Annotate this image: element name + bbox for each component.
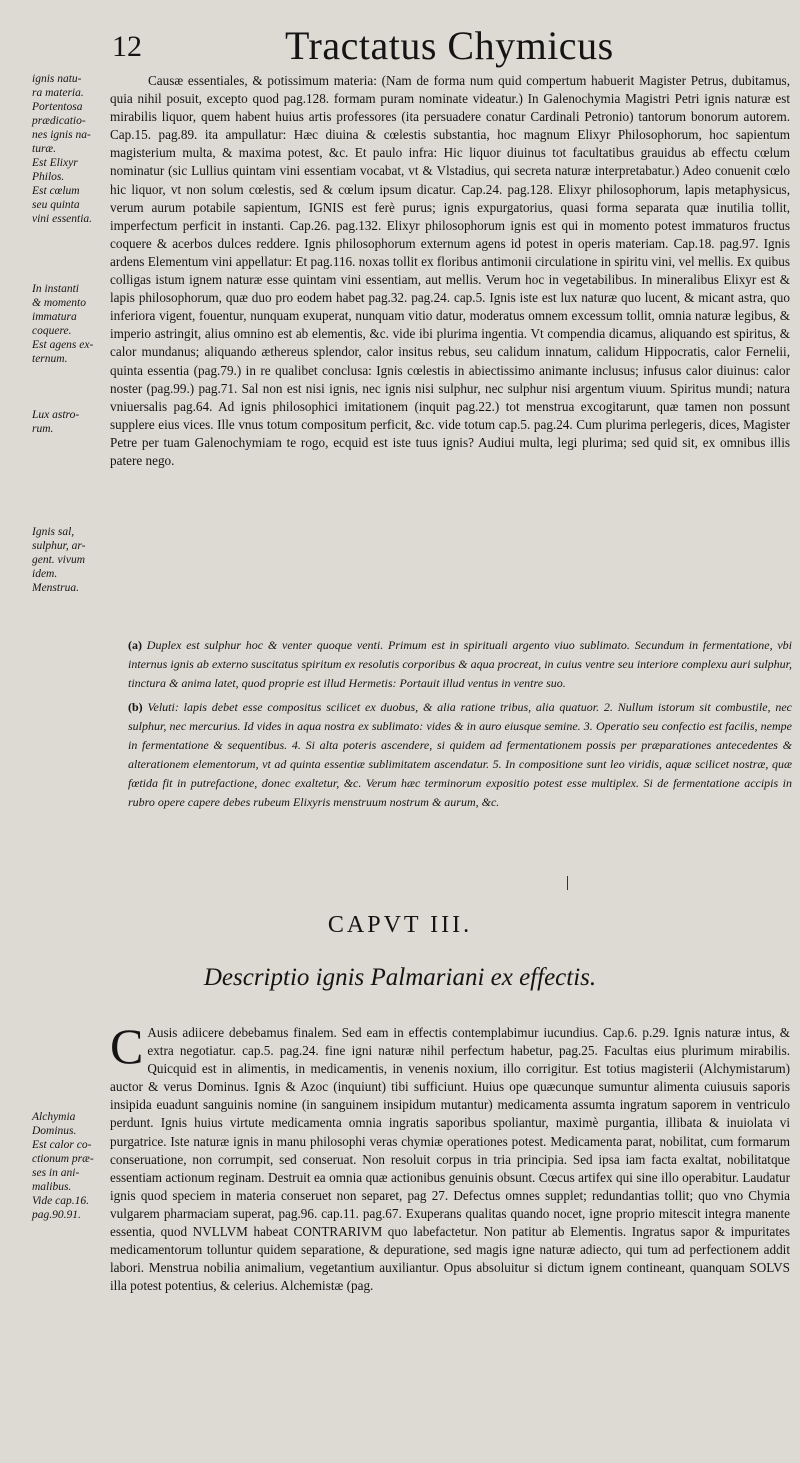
margin-note: seu quinta <box>32 199 80 211</box>
margin-note: ternum. <box>32 353 68 365</box>
margin-note: Est calor co- <box>32 1139 92 1151</box>
margin-note: Vide cap.16. <box>32 1195 89 1207</box>
margin-notes-bottom <box>32 1110 122 1222</box>
paragraph: Causæ essentiales, & potissimum materia: (Nam de forma num quid compertum habuerit Magister Petrus, dubitamus, quia nihil posuit, excepto quod pag.128. formam puram nominate videatur.) In Galenochymia Magistri Petri ignis naturæ est mirabilis liquor, quem habent huius artis professores (ita persuadere conatur Cardinali Petronio) tantorum bonorum autorem. Cap.15. pag.89. ita ampullatur: Hæc diuina & cœlestis substantia, hoc magnum Elixyr Philosophorum, hoc sapientum magisterium multa, & maxima potest, &c. Et paulo infra: Hic liquor diuinus tot facultatibus grauidus ab effectu cœlum nominatur (sic Lullius quintam vini essentiam vocabat, vt & Vlstadius, qui secreta naturæ interpretabatur.) Adeo conuenit cœlo hic liquor, vt non solum cœlestis, sed & cœlum ipsum dicatur. Cap.24. pag.128. Elixyr philosophorum, lapis metaphysicus, verum aurum potabile sapientum, IGNIS est ferè purus; ignis expurgatorius, quasi forma separata quæ inutilia tollit, imperfectum perficit in instanti. Cap.26. pag.132. Elixyr philosophorum ignis est qui in momento potest immaturos fructus coquere & acerbos dulces reddere. Ignis philosophorum externum agens id potest in operis materiam. Cap.18. pag.97. Ignis ardens Elementum vini appellatur: Et pag.116. noxas tollit ex floribus antimonii circulatione in spiritu vini, vel mellis. Ex quibus colligas istum ignem naturæ esse quintam vini essentiam, aut mellis. Verum hoc in vegetabilibus. In mineralibus Elixyr est & lapis philosophorum, quæ duo pro eodem habet pag.32. pag.24. cap.5. Ignis iste est lux naturæ quo lucent, & micant astra, quo inferiora vigent, fouentur, nunquam exuperat, nunquam vitio datur, moderatus omnem excessum tollit, omnia naturæ legibus, & imperio astringit, alius omnino est ab elementis, &c. vide ibi plurima ingentia. Vt compendia dicamus, aliquando est spiritus, & calor mundanus; aliquando æthereus splendor, calor insitus rebus, seu calidum innatum, calidum Hippocratis, calor Fernelii, quinta essentia (pag.79.) in re qualibet conclusa: Ignis cœlestis in abiectissimo animante inclusus; infusus calor diuinus: calor noster (pag.99.) pag.71. Sal non est nisi ignis, nec ignis nisi sulphur, nec sulphur nisi argentum viuum. Spiritus mundi; natura vniuersalis pag.64. Ad ignis philosophici imitationem (inquit pag.22.) tot menstrua excogitarunt, quæ tamen non possunt supplere eius vices. Ille vnus totum compositum perficit, &c. vide totum cap.5. pag.24. Cum plurima perlegeris, dices, Magister Petre per tuam Galenochymiam te rogo, ecquid est iste tuus ignis? Audiui multa, legi plurima; sed quid sit, ex omnibus illis patere nego. <box>110 73 790 468</box>
margin-note: pag.90.91. <box>32 1209 81 1221</box>
margin-note: ignis natu- <box>32 73 82 85</box>
margin-note: In instanti <box>32 283 79 295</box>
margin-note: malibus. <box>32 1181 72 1193</box>
margin-note: ses in ani- <box>32 1167 80 1179</box>
margin-note: sulphur, ar- <box>32 540 86 552</box>
page-number: 12 <box>112 30 142 63</box>
margin-note: Est Elixyr <box>32 157 78 169</box>
paragraph: Ausis adiicere debebamus finalem. Sed eam in effectis contemplabimur iucundius. Cap.6. p.29. Ignis naturæ intus, & extra negotiatur. cap.5. pag.24. fine igni naturæ nihil perfectum habetur, pag.25. Facultas eius plurimum mirabilis. Quicquid est in alimentis, in medicamentis, in venenis noxium, illo corrigitur. Est totius magisterii (Alchymistarum) auctor & verus Dominus. Ignis & Azoc (inquiunt) tibi sufficiunt. Huius ope quæcunque sumuntur alimenta cuiusuis saporis insipida euadunt sanguinis nomine (in sanguinem insipidum mutantur) medicamenta assumta ingratum saporem in ventriculo perdunt. Ignis huius virtute medicamenta omnia ingratis saporibus spoliantur, maximè purgantia, illibata & inuiolata vi purgatrice. Iste naturæ ignis in manu philosophi veras chymiæ operationes potest. Medicamenta parat, nobilitat, cum formarum conseruatione, non corrumpit, sed conseruat. Non resoluit corpus in tria principia. Sed ipsa iam facta exaltat, nobilitatque essentiam actionum reginam. Destruit ea omnia quæ actionibus genuinis obsunt. Cœcus artifex qui sine illo operabitur. Laudatur ignis quod speciem in materia conseruet non separet, pag 27. Defectus omnes supplet; redundantias tollit; quo vno Chymia vulgarem pharmaciam superat, pag.96. cap.11. pag.67. Exuperans qualitas quando nocet, igne proprio mitescit integra manente essentia, quod NVLLVM habeat CONTRARIVM quo labefactetur. Non patitur ab Elementis. Ingratus sapor & impuritates medicamentorum tolluntur quidem separatione, & depuratione, sed magis igne naturæ adiecto, qui tum ad perfectionem addit labori. Menstrua nobilia animalium, vegetantium auxiliantur. Opus absoluitur si dictum ignem contineant, quanquam SOLVS illa potest potentius, & celerius. Alchemistæ (pag. <box>110 1025 790 1294</box>
footnote-a <box>128 636 792 693</box>
margin-note: nes ignis na- <box>32 129 91 141</box>
margin-note: Portentosa <box>32 101 83 113</box>
margin-notes-top <box>32 72 122 226</box>
margin-note: Lux astro- <box>32 409 80 421</box>
running-title: Tractatus Chymicus <box>285 23 614 68</box>
margin-note: Philos. <box>32 171 65 183</box>
margin-note: & momento <box>32 297 86 309</box>
margin-note: gent. vivum <box>32 554 86 566</box>
main-text <box>110 72 790 470</box>
margin-note: prædicatio- <box>32 115 86 127</box>
divider-mark <box>567 876 568 890</box>
margin-notes-mid <box>32 282 122 366</box>
footnotes <box>128 636 792 817</box>
chapter-text <box>110 1018 790 1295</box>
margin-note: Est cœlum <box>32 185 80 197</box>
drop-cap: C <box>110 1018 144 1074</box>
footnote-mark: (b) <box>128 700 143 714</box>
margin-note: idem. <box>32 568 58 580</box>
margin-note: vini essentia. <box>32 213 93 225</box>
margin-note: immatura <box>32 311 77 323</box>
margin-note: turæ. <box>32 143 56 155</box>
margin-note: rum. <box>32 423 54 435</box>
margin-note: ra materia. <box>32 87 84 99</box>
margin-note: Alchymia <box>32 1111 76 1123</box>
chapter-subtitle: Descriptio ignis Palmariani ex effectis. <box>203 964 597 991</box>
margin-note: Dominus. <box>32 1125 77 1137</box>
footnote-text: Duplex est sulphur hoc & venter quoque venti. Primum est in spirituali argento viuo sublimato. Secundum in fermentatione, vbi internus ignis ab externo suscitatus spiritum ex resolutis corporibus & aqua procreat, in cuius ventre seu interiore complexu auri sulphur, tinctura & anima latet, quod proprie est illud Hermetis: Portauit illud ventus in ventre suo. <box>128 638 793 690</box>
footnote-mark: (a) <box>128 638 142 652</box>
margin-note: coquere. <box>32 325 72 337</box>
margin-note: Est agens ex- <box>32 339 94 351</box>
chapter-heading: CAPVT III. <box>327 912 473 938</box>
margin-note: ctionum præ- <box>32 1153 94 1165</box>
margin-notes-lux <box>32 408 122 436</box>
footnote-text: Veluti: lapis debet esse compositus scilicet ex duobus, & alia ratione tribus, alia quatuor. 2. Nullum istorum sit combustile, nec sulphur, nec mercurius. Id vides in aqua nostra ex sublimato: vides & in auro eiusque semine. 3. Operatio seu confectio est facilis, nempe in fermentatione & sequentibus. 4. Si alta poteris ascendere, si quidem ad fermentationem possis per præparationes antecedentes & alterationem elementorum, vt ad quinta essentiæ sublimitatem ascendatur. 5. In compositione sunt leo viridis, aquæ scilicet nostræ, quæ fœtida fit in putrefactione, donec exaltetur, &c. Verum hæc terminorum expositio potest esse multiplex. Si de fermentatione accipis in rubro opere capere debes rubeum Elixyris menstruum nostrum & aurum, &c. <box>128 700 792 809</box>
margin-note: Menstrua. <box>32 582 79 594</box>
margin-notes-sal <box>32 525 122 595</box>
margin-note: Ignis sal, <box>32 526 75 538</box>
footnote-b <box>128 698 792 812</box>
